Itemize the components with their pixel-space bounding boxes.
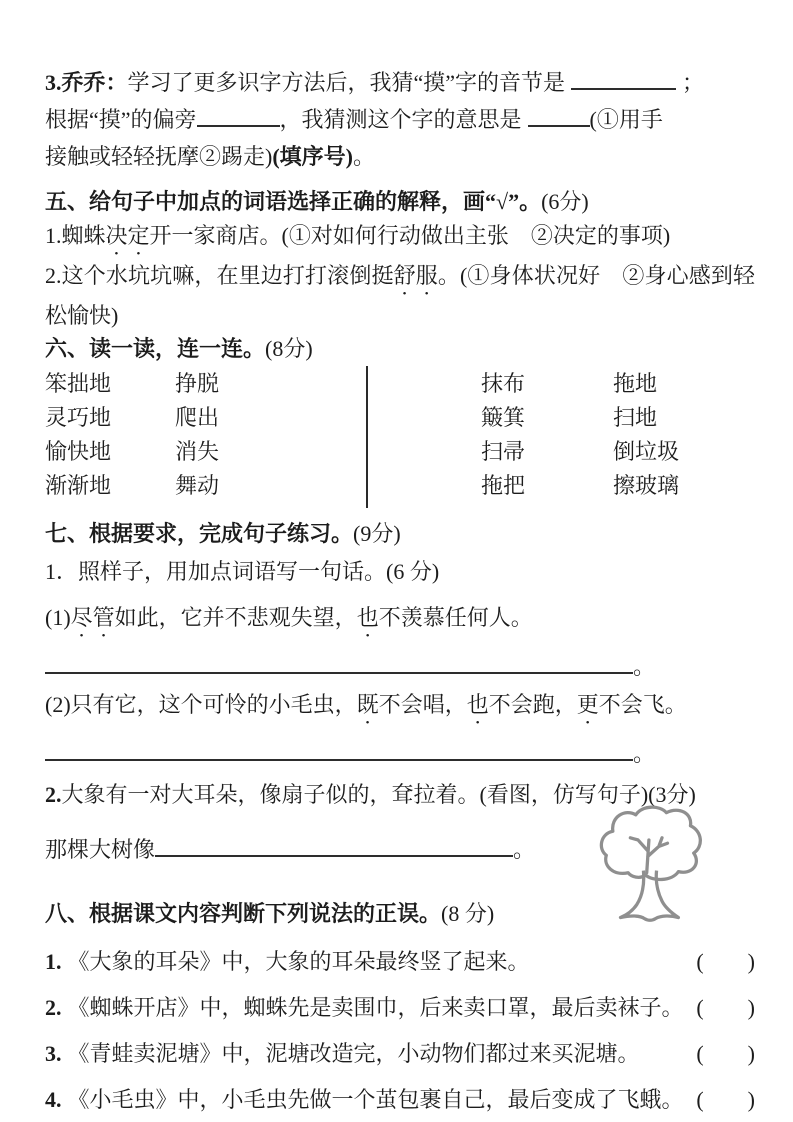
- true-false-item: [45, 947, 755, 977]
- example-sentence-2: [45, 690, 755, 729]
- match-word: 愉快地: [45, 439, 112, 464]
- question-text: (①用手: [589, 107, 663, 132]
- statement-text: 《大象的耳朵》中，大象的耳朵最终竖了起来。: [67, 949, 530, 974]
- true-false-item: [45, 1039, 755, 1069]
- emphasized-word: 舒服: [393, 263, 438, 288]
- section-6-score: (8分): [265, 336, 313, 361]
- tree-illustration: [595, 805, 705, 923]
- match-word: 笨拙地: [45, 371, 112, 396]
- answer-blank-radical: [197, 120, 280, 127]
- answer-bracket: ( ): [696, 995, 755, 1020]
- question-3-line-2: [45, 101, 755, 138]
- question-text: 根据“摸”的偏旁: [45, 107, 197, 132]
- statement: [45, 1039, 688, 1069]
- answer-line-1: [45, 654, 755, 680]
- emphasized-word: 决定: [105, 223, 150, 248]
- example-label: (2): [45, 692, 71, 717]
- item-number: 3.: [45, 1041, 62, 1066]
- item-text: 。(①身体状况好 ②身心感到轻松愉快): [45, 263, 755, 328]
- section-5: [45, 185, 755, 332]
- item-number: 4.: [45, 1087, 62, 1112]
- section-7-score: (9分): [353, 521, 401, 546]
- match-word: 挣脱: [175, 371, 220, 396]
- question-3: [45, 64, 755, 175]
- sentence-text: 不会跑，: [488, 692, 577, 717]
- item-score: (3分): [648, 782, 696, 807]
- match-word: 抹布: [481, 371, 526, 396]
- item-number: 2.: [45, 782, 62, 807]
- emphasized-word: 尽管: [70, 605, 115, 630]
- section-5-title: [45, 185, 755, 219]
- statement: [45, 947, 688, 977]
- answer-bracket: ( ): [696, 1087, 755, 1112]
- sentence-text: 只有它，这个可怜的小毛虫，: [70, 692, 357, 717]
- sentence-text: 如此，它并不悲观失望，: [114, 605, 357, 630]
- section-7-sub-2: [45, 779, 755, 867]
- match-word: 消失: [175, 439, 220, 464]
- answer-blank-sentence-1: [45, 667, 633, 674]
- punctuation: 。: [633, 654, 656, 679]
- item-text: 蜘蛛: [61, 223, 106, 248]
- speaker-name: 乔乔：: [61, 70, 128, 95]
- match-word: 拖地: [613, 371, 658, 396]
- section-5-title-text: 五、给句子中加点的词语选择正确的解释，画“√”。: [45, 189, 542, 214]
- item-text: 照样子，用加点词语写一句话。: [78, 559, 387, 584]
- item-text: 开一家商店。(①对如何行动做出主张 ②决定的事项): [149, 223, 671, 248]
- section-8-title-text: 八、根据课文内容判断下列说法的正误。: [45, 901, 442, 926]
- item-number: 2.: [45, 995, 62, 1020]
- statement-text: 《小毛虫》中，小毛虫先做一个茧包裹自己，最后变成了飞蛾。: [67, 1087, 684, 1112]
- sentence-text: 不会飞。: [598, 692, 687, 717]
- statement-text: 《蜘蛛开店》中，蜘蛛先是卖围巾，后来卖口罩，最后卖袜子。: [67, 995, 684, 1020]
- question-3-line-1: [45, 64, 755, 101]
- punctuation: 。: [513, 837, 536, 862]
- fill-number-note: (填序号): [272, 144, 353, 169]
- section-5-score: (6分): [541, 189, 589, 214]
- true-false-item: [45, 993, 755, 1023]
- statement: [45, 1085, 688, 1115]
- match-column-tools: [368, 367, 613, 508]
- true-false-item: [45, 1085, 755, 1115]
- item-number: 1．: [45, 559, 79, 584]
- example-label: (1): [45, 605, 71, 630]
- item-text: 这个水坑坑嘛，在里边打打滚倒挺: [61, 263, 394, 288]
- question-3-line-3: [45, 138, 755, 175]
- match-word: 扫帚: [481, 439, 526, 464]
- answer-bracket: ( ): [696, 949, 755, 974]
- emphasized-word: 既: [356, 692, 379, 717]
- answer-blank-pinyin: [571, 83, 676, 90]
- match-word: 拖把: [481, 473, 526, 498]
- match-column-chores: [613, 367, 755, 508]
- emphasized-word: 也: [356, 605, 379, 630]
- sentence-text: 不会唱，: [378, 692, 467, 717]
- match-column-adverbs: [45, 367, 175, 508]
- section-6: [45, 332, 755, 508]
- answer-line-2: [45, 741, 755, 767]
- section-7: [45, 517, 755, 867]
- question-text: 学习了更多识字方法后，我猜“摸”字的音节是: [127, 70, 566, 95]
- matching-exercise: [45, 367, 755, 508]
- question-text: 接触或轻轻抚摩②踢走): [45, 144, 273, 169]
- punctuation: 。: [352, 144, 375, 169]
- item-score: (6 分): [386, 559, 440, 584]
- section-7-title: [45, 517, 755, 551]
- answer-blank-tree: [155, 850, 513, 857]
- section-6-title-text: 六、读一读，连一连。: [45, 336, 266, 361]
- statement: [45, 993, 688, 1023]
- question-number: 3.: [45, 70, 62, 95]
- match-word: 舞动: [175, 473, 220, 498]
- sentence-text: 不羡慕任何人。: [378, 605, 533, 630]
- example-sentence-1: [45, 603, 755, 642]
- statement-text: 《青蛙卖泥塘》中，泥塘改造完，小动物们都过来买泥塘。: [67, 1041, 640, 1066]
- section-6-title: [45, 332, 755, 366]
- sentence-text: 那棵大树像: [45, 837, 156, 862]
- item-number: 1.: [45, 223, 62, 248]
- section-8: [45, 897, 755, 1115]
- match-word: 灵巧地: [45, 405, 112, 430]
- emphasized-word: 更: [576, 692, 599, 717]
- punctuation: 。: [633, 741, 656, 766]
- match-column-verbs: [175, 367, 366, 508]
- answer-bracket: ( ): [696, 1041, 755, 1066]
- match-word: 扫地: [613, 405, 658, 430]
- item-number: 1.: [45, 949, 62, 974]
- section-7-sub-1: [45, 557, 755, 587]
- emphasized-word: 也: [466, 692, 489, 717]
- match-word: 渐渐地: [45, 473, 112, 498]
- section-5-item-2: [45, 260, 755, 332]
- section-7-title-text: 七、根据要求，完成句子练习。: [45, 521, 354, 546]
- item-number: 2.: [45, 263, 62, 288]
- match-word: 簸箕: [481, 405, 526, 430]
- answer-blank-sentence-2: [45, 754, 633, 761]
- punctuation: ；: [682, 70, 705, 95]
- item-text: 大象有一对大耳朵，像扇子似的，耷拉着。(看图，仿写句子): [61, 782, 649, 807]
- match-word: 倒垃圾: [613, 439, 680, 464]
- question-text: ，我猜测这个字的意思是: [279, 107, 522, 132]
- match-word: 爬出: [175, 405, 220, 430]
- match-word: 擦玻璃: [613, 473, 680, 498]
- answer-blank-meaning: [528, 120, 590, 127]
- section-8-score: (8 分): [441, 901, 495, 926]
- section-5-item-1: [45, 219, 755, 260]
